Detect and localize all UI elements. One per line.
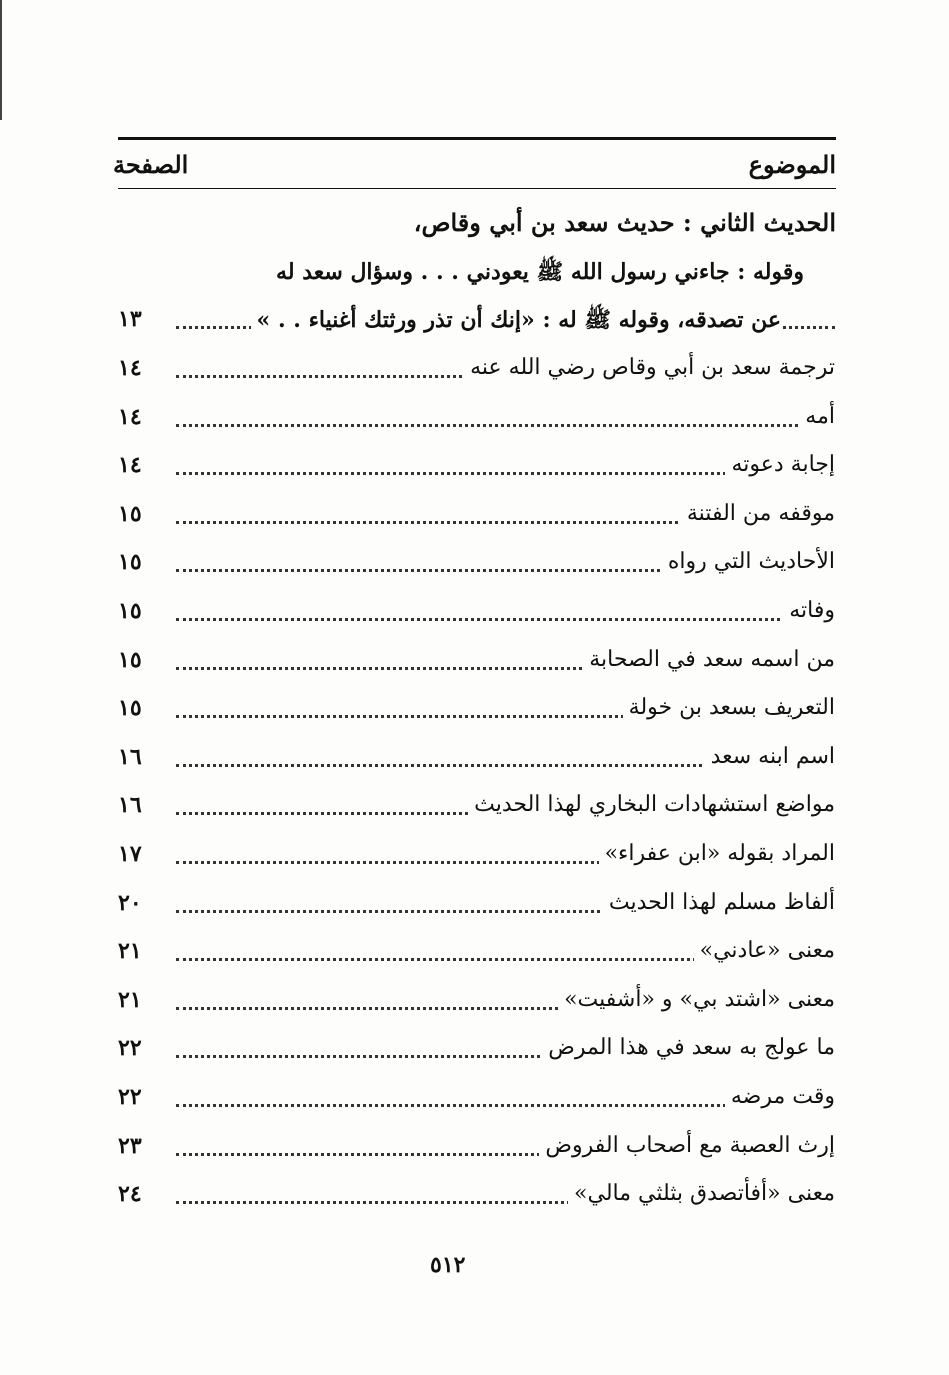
toc-entry [118,1133,835,1169]
entry-page-number: ٢١ [118,986,142,1013]
toc-entry [118,647,835,683]
toc-entry [118,404,835,440]
entry-page-number: ١٤ [118,403,142,430]
toc-entry [118,695,835,731]
header-bottom-rule [118,188,836,189]
entry-page-number: ١٥ [118,500,142,527]
toc-entry [118,501,835,537]
entry-page-number: ٢٢ [118,1084,142,1110]
entry-page-number: ٢٢ [118,1035,142,1062]
entry-title: ترجمة سعد بن أبي وقاص رضي الله عنه [464,355,835,380]
toc-entry [118,987,835,1023]
entry-page-number: ١٥ [118,598,142,624]
toc-entry [118,598,835,634]
entry-title: ألفاظ مسلم لهذا الحديث [603,890,835,915]
entry-page-number: ١٥ [118,646,142,673]
entry-title: أمه [799,404,835,429]
section-heading: الحديث الثاني : حديث سعد بن أبي وقاص، [413,208,836,237]
toc-entry [118,938,835,974]
entry-title: معنى «عادني» [694,938,835,963]
entry-page-number: ١٥ [118,549,142,576]
entry-page-number: ١٧ [118,841,142,867]
toc-entry-continuation [118,306,835,342]
header-top-rule [118,137,836,140]
entry-page-number: ١٦ [118,743,142,770]
toc-entry [118,792,835,828]
heading-continuation-1: وقوله : جاءني رسول الله ﷺ يعودني . . . وسؤال سعد له [276,259,804,285]
entry-title: المراد بقوله «ابن عفراء» [599,841,835,866]
entry-page-number: ٢٠ [118,889,142,916]
entry-title: التعريف بسعد بن خولة [623,695,835,720]
entry-page-number: ١٣ [118,306,142,332]
entry-page-number: ١٥ [118,695,142,722]
leader-dots [176,618,835,621]
toc-entry [118,890,835,926]
entry-page-number: ١٦ [118,792,142,819]
toc-entry [118,744,835,780]
toc-entry [118,355,835,391]
toc-entry [118,1084,835,1120]
entry-page-number: ١٤ [118,355,142,381]
header-page: الصفحة [113,150,189,179]
toc-entry [118,1181,835,1217]
entry-page-number: ٢١ [118,938,142,965]
entry-title: مواضع استشهادات البخاري لهذا الحديث [468,792,835,817]
entry-title: وقت مرضه [725,1084,835,1109]
page-number: ٥١٢ [430,1252,466,1278]
entry-title: وفاته [783,598,835,623]
leader-dots [176,424,835,427]
toc-entry [118,452,835,488]
entry-title: موقفه من الفتنة [681,501,835,526]
heading-continuation-2: عن تصدقه، وقوله ﷺ له : «إنك أن تذر ورثتك أغنياء . . » [251,306,781,338]
toc-entry [118,841,835,877]
entry-title: اسم ابنه سعد [705,744,835,769]
entry-title: ما عولج به سعد في هذا المرض [542,1035,835,1060]
entry-title: معنى «اشتد بي» و «أشفيت» [558,987,835,1012]
entry-page-number: ٢٤ [118,1181,142,1208]
entry-page-number: ٢٣ [118,1132,142,1159]
toc-entry [118,1035,835,1071]
toc-entry [118,549,835,585]
entry-title: إرث العصبة مع أصحاب الفروض [539,1133,835,1158]
entry-page-number: ١٤ [118,452,142,479]
entry-title: إجابة دعوته [725,452,835,477]
entry-title: معنى «أفأتصدق بثلثي مالي» [568,1181,835,1206]
header-topic: الموضوع [748,150,836,179]
entry-title: الأحاديث التي رواه [662,549,835,574]
entry-title: من اسمه سعد في الصحابة [583,647,835,672]
